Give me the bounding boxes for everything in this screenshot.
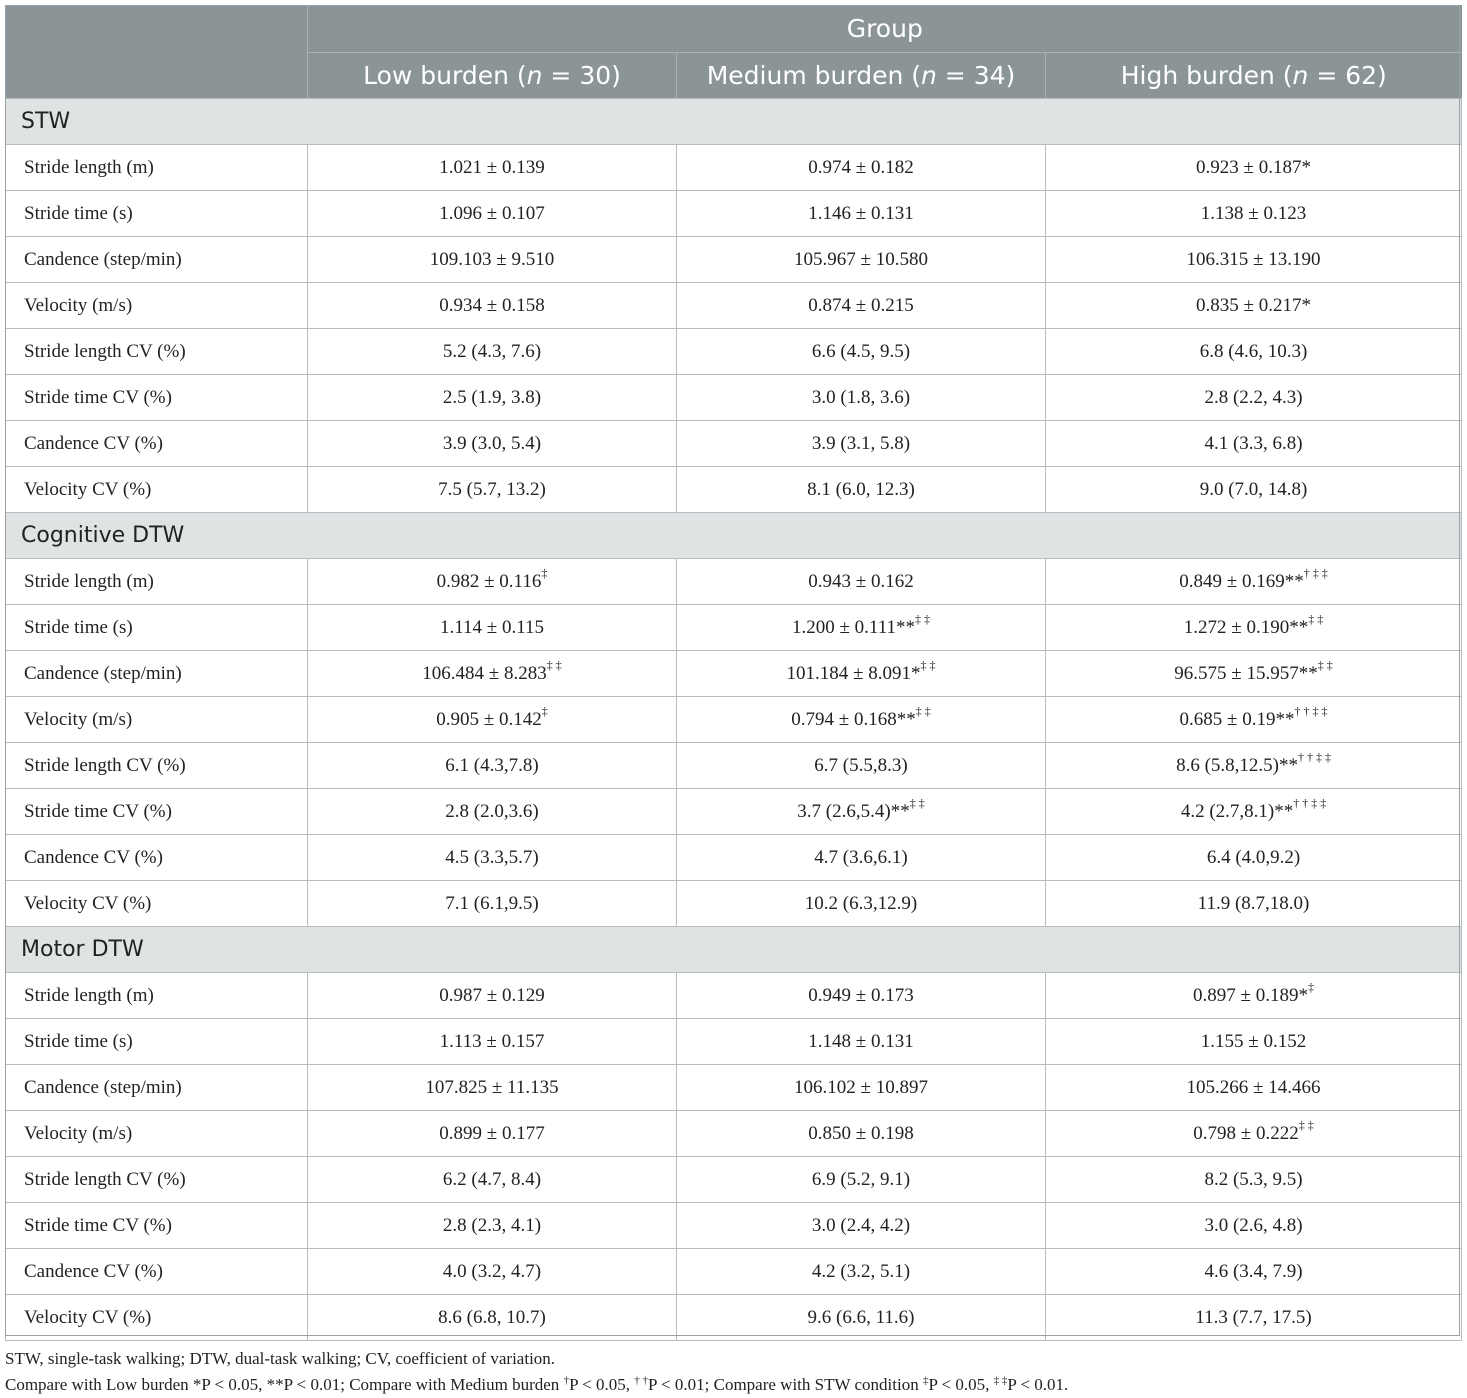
- table-row: [6, 881, 1462, 927]
- cell-value: 0.943 ± 0.162: [808, 570, 914, 592]
- table-cell: [308, 375, 677, 421]
- row-label: Velocity (m/s): [6, 697, 308, 743]
- cell-value: 1.148 ± 0.131: [808, 1030, 914, 1052]
- cell-value: 9.6 (6.6, 11.6): [807, 1306, 915, 1328]
- table-cell: [1046, 283, 1462, 329]
- row-label: Candence (step/min): [6, 237, 308, 283]
- row-label: Stride time (s): [6, 191, 308, 237]
- cell-value: 1.155 ± 0.152: [1200, 1030, 1307, 1052]
- table-row: [6, 1111, 1462, 1157]
- significance-marker: ‡ ‡: [920, 658, 936, 673]
- row-label: Stride length (m): [6, 559, 308, 605]
- table-cell: [677, 237, 1046, 283]
- table-cell: [1046, 375, 1462, 421]
- row-label: Stride time CV (%): [6, 1203, 308, 1249]
- cell-value: 4.1 (3.3, 6.8): [1204, 432, 1303, 454]
- cell-value: 3.0 (1.8, 3.6): [811, 386, 911, 408]
- table-cell: [677, 743, 1046, 789]
- cell-value: 107.825 ± 11.135: [425, 1076, 559, 1098]
- cell-value: 0.899 ± 0.177: [439, 1122, 545, 1144]
- footnote-symbol: ‡: [922, 1374, 929, 1387]
- table-cell: [1046, 881, 1462, 927]
- table-row: [6, 421, 1462, 467]
- footnote-significance: [5, 1372, 1461, 1398]
- group-header: Group: [308, 5, 1462, 53]
- cell-value: 6.6 (4.5, 9.5): [811, 340, 911, 362]
- table-cell: [1046, 651, 1462, 697]
- table-cell: [1046, 1295, 1462, 1341]
- table-cell: [1046, 697, 1462, 743]
- table-header: [6, 5, 1462, 99]
- cell-value: 8.6 (6.8, 10.7): [438, 1306, 546, 1328]
- cell-value: 1.272 ± 0.190**: [1183, 616, 1309, 638]
- table-cell: [1046, 1019, 1462, 1065]
- table-cell: [308, 559, 677, 605]
- footnote-symbol: ‡ ‡: [993, 1374, 1008, 1387]
- cell-value: 0.982 ± 0.116: [436, 570, 542, 592]
- table-cell: [677, 1249, 1046, 1295]
- footnote-symbol: †: [563, 1374, 570, 1387]
- table-cell: [1046, 1157, 1462, 1203]
- table-cell: [677, 973, 1046, 1019]
- table-cell: [677, 467, 1046, 513]
- table-cell: [1046, 1249, 1462, 1295]
- significance-marker: ‡ ‡: [915, 704, 931, 719]
- table-cell: [677, 1295, 1046, 1341]
- cell-value: 3.0 (2.6, 4.8): [1204, 1214, 1303, 1236]
- cell-value: 0.850 ± 0.198: [808, 1122, 914, 1144]
- row-label: Stride length CV (%): [6, 1157, 308, 1203]
- footnote-text: P < 0.05,: [569, 1375, 635, 1394]
- row-label: Candence (step/min): [6, 651, 308, 697]
- cell-value: 8.1 (6.0, 12.3): [807, 478, 915, 500]
- cell-value: 11.9 (8.7,18.0): [1197, 892, 1310, 914]
- cell-value: 4.0 (3.2, 4.7): [442, 1260, 542, 1282]
- gait-parameters-table: [5, 5, 1462, 1341]
- significance-marker: † † ‡ ‡: [1293, 796, 1327, 811]
- row-label: Velocity CV (%): [6, 881, 308, 927]
- row-label: Stride length CV (%): [6, 329, 308, 375]
- row-label: Stride length CV (%): [6, 743, 308, 789]
- table-cell: [308, 191, 677, 237]
- cell-value: 0.974 ± 0.182: [808, 156, 914, 178]
- table-cell: [308, 743, 677, 789]
- table-cell: [1046, 559, 1462, 605]
- table-row: [6, 559, 1462, 605]
- table-row: [6, 237, 1462, 283]
- table-cell: [1046, 421, 1462, 467]
- cell-value: 101.184 ± 8.091*: [786, 662, 921, 684]
- significance-marker: ‡ ‡: [1308, 612, 1324, 627]
- table-cell: [1046, 1065, 1462, 1111]
- footnote-symbol: † †: [634, 1374, 648, 1387]
- table-row: [6, 1249, 1462, 1295]
- cell-value: 4.7 (3.6,6.1): [814, 846, 908, 868]
- cell-value: 4.6 (3.4, 7.9): [1204, 1260, 1303, 1282]
- table-cell: [1046, 145, 1462, 191]
- results-table-container: [5, 5, 1461, 1341]
- cell-value: 0.794 ± 0.168**: [791, 708, 916, 730]
- significance-marker: ‡ ‡: [1317, 658, 1333, 673]
- table-cell: [308, 697, 677, 743]
- row-label: Velocity (m/s): [6, 1111, 308, 1157]
- table-cell: [1046, 605, 1462, 651]
- cell-value: 106.315 ± 13.190: [1186, 248, 1321, 270]
- significance-marker: † ‡ ‡: [1303, 566, 1328, 581]
- table-cell: [308, 1111, 677, 1157]
- row-label: Stride time (s): [6, 605, 308, 651]
- table-row: [6, 1019, 1462, 1065]
- cell-value: 8.6 (5.8,12.5)**: [1176, 754, 1298, 776]
- table-row: [6, 191, 1462, 237]
- cell-value: 1.114 ± 0.115: [439, 616, 545, 638]
- section-title: STW: [6, 99, 1462, 145]
- cell-value: 109.103 ± 9.510: [429, 248, 555, 270]
- cell-value: 4.2 (2.7,8.1)**: [1180, 800, 1294, 822]
- table-cell: [1046, 237, 1462, 283]
- table-cell: [308, 421, 677, 467]
- significance-marker: ‡ ‡: [909, 796, 925, 811]
- table-cell: [1046, 1111, 1462, 1157]
- table-cell: [308, 237, 677, 283]
- table-cell: [308, 1019, 677, 1065]
- table-cell: [677, 191, 1046, 237]
- cell-value: 0.897 ± 0.189*: [1193, 984, 1308, 1006]
- cell-value: 5.2 (4.3, 7.6): [442, 340, 542, 362]
- table-cell: [677, 1157, 1046, 1203]
- cell-value: 0.835 ± 0.217*: [1196, 294, 1311, 316]
- table-row: [6, 605, 1462, 651]
- cell-value: 0.798 ± 0.222: [1193, 1122, 1299, 1144]
- cell-value: 6.8 (4.6, 10.3): [1199, 340, 1308, 362]
- significance-marker: ‡ ‡: [915, 612, 931, 627]
- table-cell: [308, 1203, 677, 1249]
- table-cell: [677, 835, 1046, 881]
- cell-value: 7.1 (6.1,9.5): [445, 892, 539, 914]
- table-cell: [1046, 743, 1462, 789]
- cell-value: 0.923 ± 0.187*: [1196, 156, 1311, 178]
- cell-value: 0.849 ± 0.169**: [1179, 570, 1304, 592]
- cell-value: 96.575 ± 15.957**: [1174, 662, 1318, 684]
- table-cell: [677, 421, 1046, 467]
- table-cell: [308, 467, 677, 513]
- row-label: Stride time (s): [6, 1019, 308, 1065]
- row-label: Stride time CV (%): [6, 789, 308, 835]
- table-cell: [677, 329, 1046, 375]
- cell-value: 3.9 (3.0, 5.4): [442, 432, 542, 454]
- table-cell: [308, 1065, 677, 1111]
- row-label: Stride time CV (%): [6, 375, 308, 421]
- table-row: [6, 697, 1462, 743]
- table-cell: [1046, 467, 1462, 513]
- row-label: Velocity CV (%): [6, 467, 308, 513]
- cell-value: 1.200 ± 0.111**: [791, 616, 916, 638]
- significance-marker: † † ‡ ‡: [1294, 704, 1328, 719]
- cell-value: 10.2 (6.3,12.9): [804, 892, 918, 914]
- cell-value: 2.8 (2.2, 4.3): [1204, 386, 1303, 408]
- table-cell: [1046, 191, 1462, 237]
- cell-value: 0.874 ± 0.215: [808, 294, 914, 316]
- table-row: [6, 789, 1462, 835]
- cell-value: 6.4 (4.0,9.2): [1206, 846, 1301, 868]
- table-cell: [308, 651, 677, 697]
- cell-value: 4.2 (3.2, 5.1): [811, 1260, 911, 1282]
- table-row: [6, 329, 1462, 375]
- footnote-text: Compare with Low burden *P < 0.05, **P < 0.01; Compare with Medium burden: [5, 1375, 564, 1394]
- column-header-high-burden: High burden (n = 62): [1046, 53, 1462, 99]
- cell-value: 0.905 ± 0.142: [436, 708, 542, 730]
- table-row: [6, 1203, 1462, 1249]
- cell-value: 3.7 (2.6,5.4)**: [797, 800, 910, 822]
- cell-value: 106.484 ± 8.283: [422, 662, 547, 684]
- column-header-low-burden: Low burden (n = 30): [308, 53, 677, 99]
- table-cell: [677, 697, 1046, 743]
- table-cell: [677, 375, 1046, 421]
- row-label: Candence CV (%): [6, 1249, 308, 1295]
- row-label: Stride length (m): [6, 973, 308, 1019]
- table-cell: [308, 835, 677, 881]
- cell-value: 6.9 (5.2, 9.1): [811, 1168, 911, 1190]
- table-row: [6, 283, 1462, 329]
- footnote-text: P < 0.05,: [928, 1375, 994, 1394]
- cell-value: 0.685 ± 0.19**: [1179, 708, 1295, 730]
- column-header-medium-burden: Medium burden (n = 34): [677, 53, 1046, 99]
- section-row: [6, 513, 1462, 559]
- table-cell: [677, 283, 1046, 329]
- table-cell: [677, 789, 1046, 835]
- section-title: Motor DTW: [6, 927, 1462, 973]
- significance-marker: ‡: [541, 704, 548, 719]
- table-row: [6, 1157, 1462, 1203]
- cell-value: 105.967 ± 10.580: [794, 248, 928, 270]
- table-cell: [308, 1295, 677, 1341]
- table-cell: [1046, 973, 1462, 1019]
- cell-value: 105.266 ± 14.466: [1186, 1076, 1321, 1098]
- cell-value: 7.5 (5.7, 13.2): [438, 478, 546, 500]
- significance-marker: † † ‡ ‡: [1297, 750, 1331, 765]
- cell-value: 106.102 ± 10.897: [794, 1076, 928, 1098]
- table-cell: [308, 1249, 677, 1295]
- table-cell: [677, 1111, 1046, 1157]
- header-corner: [6, 5, 308, 99]
- footnote-text: P < 0.01.: [1007, 1375, 1069, 1394]
- table-row: [6, 467, 1462, 513]
- cell-value: 1.146 ± 0.131: [808, 202, 914, 224]
- cell-value: 2.8 (2.3, 4.1): [442, 1214, 542, 1236]
- table-row: [6, 651, 1462, 697]
- table-cell: [677, 559, 1046, 605]
- table-cell: [677, 881, 1046, 927]
- section-row: [6, 99, 1462, 145]
- table-row: [6, 375, 1462, 421]
- cell-value: 1.138 ± 0.123: [1200, 202, 1307, 224]
- significance-marker: ‡ ‡: [546, 658, 562, 673]
- table-cell: [677, 1019, 1046, 1065]
- cell-value: 6.2 (4.7, 8.4): [442, 1168, 542, 1190]
- table-cell: [308, 789, 677, 835]
- table-cell: [1046, 789, 1462, 835]
- cell-value: 0.949 ± 0.173: [808, 984, 914, 1006]
- significance-marker: ‡ ‡: [1298, 1118, 1314, 1133]
- row-label: Candence CV (%): [6, 421, 308, 467]
- row-label: Velocity (m/s): [6, 283, 308, 329]
- cell-value: 4.5 (3.3,5.7): [445, 846, 539, 868]
- row-label: Velocity CV (%): [6, 1295, 308, 1341]
- table-cell: [308, 605, 677, 651]
- table-cell: [677, 1203, 1046, 1249]
- table-row: [6, 145, 1462, 191]
- section-title: Cognitive DTW: [6, 513, 1462, 559]
- table-row: [6, 973, 1462, 1019]
- table-cell: [308, 973, 677, 1019]
- table-body: [6, 99, 1462, 1341]
- table-cell: [677, 651, 1046, 697]
- table-cell: [308, 1157, 677, 1203]
- table-row: [6, 743, 1462, 789]
- cell-value: 11.3 (7.7, 17.5): [1195, 1306, 1312, 1328]
- table-row: [6, 1065, 1462, 1111]
- table-cell: [1046, 835, 1462, 881]
- footnote-text: P < 0.01; Compare with STW condition: [647, 1375, 923, 1394]
- cell-value: 8.2 (5.3, 9.5): [1204, 1168, 1303, 1190]
- row-label: Candence (step/min): [6, 1065, 308, 1111]
- table-row: [6, 1295, 1462, 1341]
- cell-value: 1.096 ± 0.107: [439, 202, 545, 224]
- cell-value: 1.021 ± 0.139: [439, 156, 545, 178]
- cell-value: 3.9 (3.1, 5.8): [811, 432, 911, 454]
- table-cell: [677, 605, 1046, 651]
- footnote-abbreviations: STW, single-task walking; DTW, dual-task walking; CV, coefficient of variation.: [5, 1349, 556, 1368]
- cell-value: 9.0 (7.0, 14.8): [1199, 478, 1308, 500]
- table-row: [6, 835, 1462, 881]
- table-cell: [308, 329, 677, 375]
- table-cell: [308, 881, 677, 927]
- cell-value: 2.8 (2.0,3.6): [445, 800, 539, 822]
- row-label: Stride length (m): [6, 145, 308, 191]
- cell-value: 6.1 (4.3,7.8): [445, 754, 539, 776]
- row-label: Candence CV (%): [6, 835, 308, 881]
- significance-marker: ‡: [1307, 980, 1314, 995]
- table-footnotes: [5, 1346, 1461, 1398]
- table-cell: [677, 1065, 1046, 1111]
- table-cell: [308, 283, 677, 329]
- significance-marker: ‡: [541, 566, 548, 581]
- table-cell: [1046, 1203, 1462, 1249]
- table-cell: [677, 145, 1046, 191]
- section-row: [6, 927, 1462, 973]
- cell-value: 3.0 (2.4, 4.2): [811, 1214, 911, 1236]
- cell-value: 1.113 ± 0.157: [439, 1030, 545, 1052]
- table-cell: [1046, 329, 1462, 375]
- cell-value: 0.934 ± 0.158: [439, 294, 545, 316]
- cell-value: 2.5 (1.9, 3.8): [442, 386, 542, 408]
- cell-value: 6.7 (5.5,8.3): [814, 754, 908, 776]
- cell-value: 0.987 ± 0.129: [439, 984, 545, 1006]
- table-cell: [308, 145, 677, 191]
